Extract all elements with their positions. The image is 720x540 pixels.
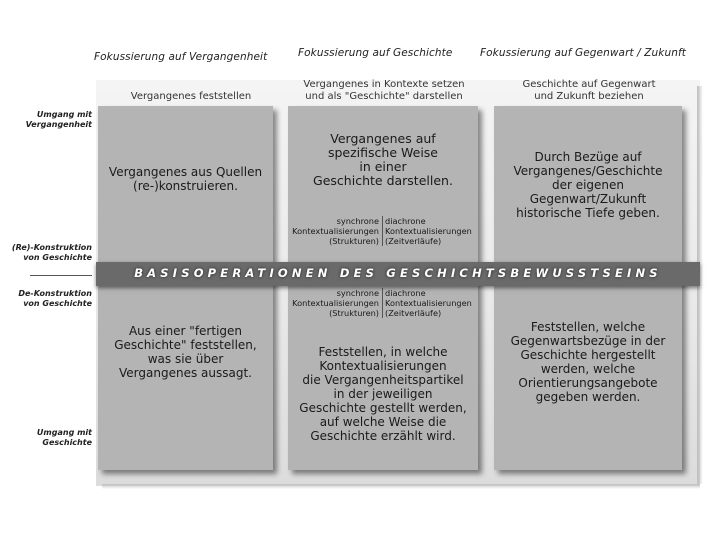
- basisoperationen-title: BASISOPERATIONEN DES GESCHICHTSBEWUSSTSEINS: [134, 266, 662, 280]
- box-history-top-text: [288, 132, 478, 188]
- subheading-line: Vergangenes in Kontexte setzen: [303, 79, 465, 90]
- side-label-umgang-geschichte: [37, 428, 92, 448]
- text-line: Vergangenes aus Quellen: [108, 165, 263, 179]
- text-line: diachrone: [385, 288, 426, 298]
- heading-present-future: Fokussierung auf Gegenwart / Zukunft: [480, 47, 686, 59]
- text-line: Vergangenes aussagt.: [119, 366, 252, 380]
- side-label-umgang-vergangenheit: [26, 110, 92, 130]
- text-line: (re-)konstruieren.: [133, 179, 238, 193]
- text-line: (Re)-Konstruktion: [11, 243, 92, 252]
- side-label-rekonstruktion: [12, 243, 92, 263]
- side-divider-line: [30, 275, 92, 276]
- text-line: Kontextualisierungen: [292, 226, 379, 236]
- text-line: was sie über: [147, 352, 224, 366]
- subheading-line: Vergangenes feststellen: [130, 91, 252, 102]
- text-line: Gegenwartsbezüge in der: [510, 334, 666, 348]
- text-line: spezifische Weise: [327, 145, 438, 160]
- box-present-future-bottom-text: [494, 320, 682, 404]
- box-past-top-text: [98, 165, 273, 193]
- heading-history: Fokussierung auf Geschichte: [298, 47, 453, 59]
- text-line: Vergangenes auf: [330, 131, 436, 146]
- history-bottom-synchronic: [286, 288, 379, 318]
- text-line: Gegenwart/Zukunft: [529, 192, 647, 206]
- text-line: auf welche Weise die: [319, 415, 447, 429]
- history-bottom-diachronic: [385, 288, 479, 318]
- text-line: Umgang mit: [36, 110, 92, 119]
- text-line: Geschichte erzählt wird.: [310, 429, 456, 443]
- box-present-future-top-text: [494, 150, 682, 220]
- text-line: Vergangenheit: [25, 120, 92, 129]
- history-top-diachronic: [385, 216, 479, 246]
- text-line: die Vergangenheitspartikel: [302, 373, 464, 387]
- heading-past: Fokussierung auf Vergangenheit: [94, 51, 268, 63]
- subheading-line: und Zukunft beziehen: [534, 91, 644, 102]
- text-line: (Zeitverläufe): [385, 308, 442, 318]
- text-line: historische Tiefe geben.: [516, 206, 660, 220]
- history-bottom-divider: [382, 288, 383, 318]
- text-line: diachrone: [385, 216, 426, 226]
- text-line: synchrone: [336, 216, 379, 226]
- text-line: Durch Bezüge auf: [534, 150, 642, 164]
- text-line: (Strukturen): [329, 236, 379, 246]
- subheading-past: [100, 91, 282, 103]
- text-line: Geschichte hergestellt: [520, 348, 656, 362]
- text-line: gegeben werden.: [535, 390, 641, 404]
- background-shadow-bottom: [102, 484, 700, 489]
- text-line: der eigenen: [551, 178, 625, 192]
- text-line: Vergangenes/Geschichte: [513, 164, 663, 178]
- text-line: (Strukturen): [329, 308, 379, 318]
- text-line: Umgang mit: [36, 428, 92, 437]
- box-past-bottom-text: [98, 324, 273, 380]
- text-line: Kontextualisierungen: [319, 359, 447, 373]
- text-line: Orientierungsangebote: [518, 376, 658, 390]
- history-top-synchronic: [286, 216, 379, 246]
- text-line: Kontextualisierungen: [385, 298, 472, 308]
- text-line: (Zeitverläufe): [385, 236, 442, 246]
- text-line: Kontextualisierungen: [292, 298, 379, 308]
- text-line: in einer: [359, 159, 407, 174]
- text-line: in der jeweiligen: [333, 387, 433, 401]
- text-line: Feststellen, welche: [530, 320, 646, 334]
- subheading-line: Geschichte auf Gegenwart: [522, 79, 656, 90]
- text-line: Geschichte gestellt werden,: [299, 401, 467, 415]
- box-past: [98, 106, 273, 470]
- text-line: Kontextualisierungen: [385, 226, 472, 236]
- text-line: Geschichte: [42, 438, 92, 447]
- text-line: werden, welche: [540, 362, 636, 376]
- text-line: Feststellen, in welche: [318, 345, 448, 359]
- text-line: Aus einer "fertigen: [128, 324, 243, 338]
- text-line: synchrone: [336, 288, 379, 298]
- subheading-line: und als "Geschichte" darstellen: [305, 91, 463, 102]
- side-label-dekonstruktion: [18, 289, 92, 309]
- text-line: Geschichte darstellen.: [313, 173, 453, 188]
- box-history-bottom-text: [288, 345, 478, 443]
- text-line: De-Konstruktion: [18, 289, 92, 298]
- history-top-divider: [382, 216, 383, 246]
- subheading-present-future: [494, 79, 684, 103]
- subheading-history: [286, 79, 482, 103]
- text-line: von Geschichte: [23, 299, 92, 308]
- text-line: Geschichte" feststellen,: [114, 338, 257, 352]
- text-line: von Geschichte: [23, 253, 92, 262]
